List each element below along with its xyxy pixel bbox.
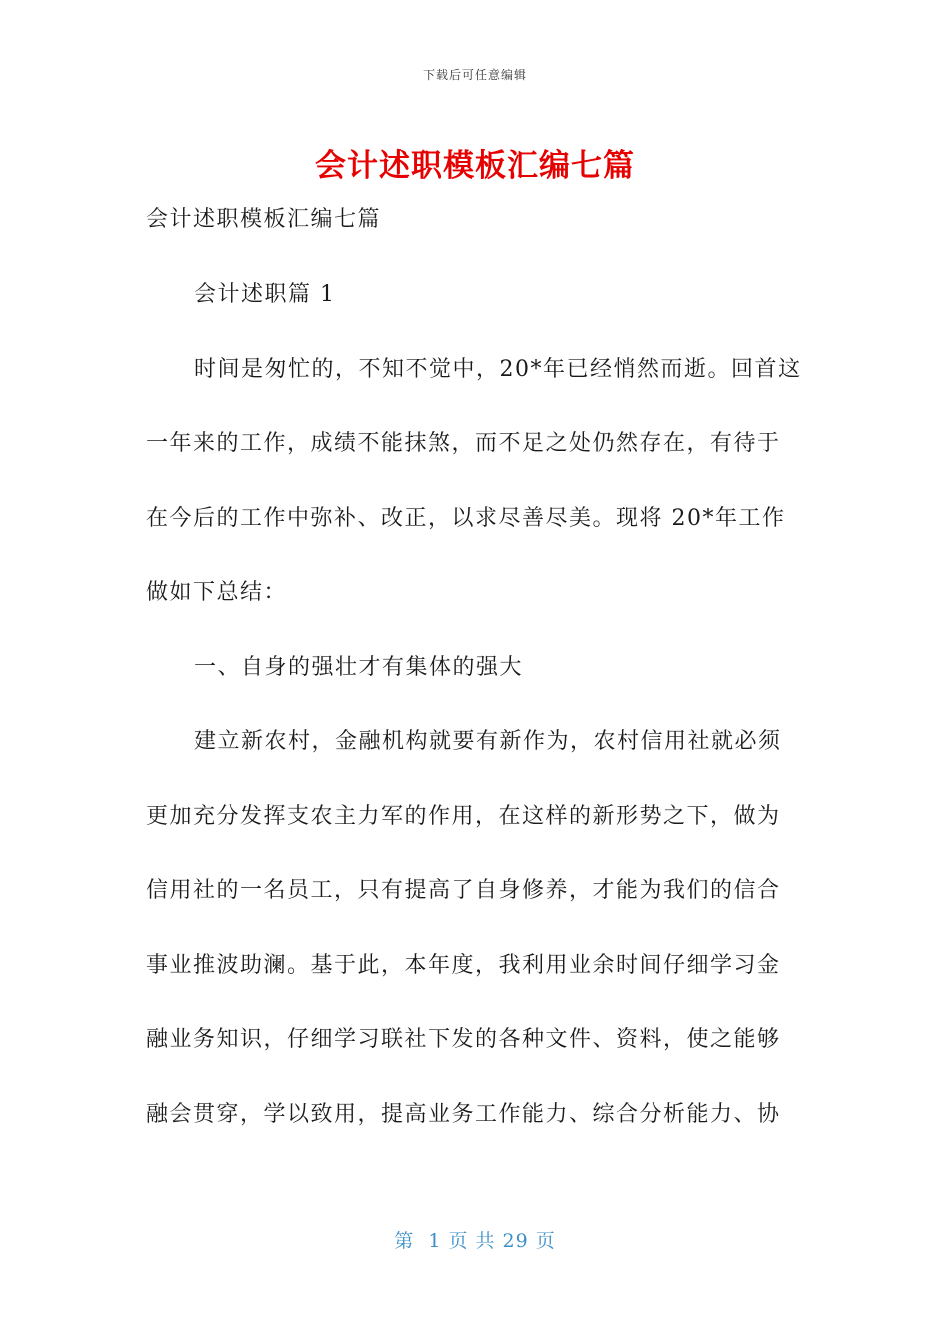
paragraph-line: 融会贯穿，学以致用，提高业务工作能力、综合分析能力、协 <box>146 1101 781 1127</box>
paragraph-line: 更加充分发挥支农主力军的作用，在这样的新形势之下，做为 <box>146 803 781 829</box>
paragraph-line: 融业务知识，仔细学习联社下发的各种文件、资料，使之能够 <box>146 1027 781 1052</box>
page-number-text: 第 1 页 共 29 页 <box>394 1230 556 1252</box>
document-subtitle: 会计述职模板汇编七篇 <box>146 207 382 232</box>
paragraph-line: 建立新农村，金融机构就要有新作为，农村信用社就必须 <box>194 729 782 754</box>
header-note: 下载后可任意编辑 <box>422 68 527 82</box>
paragraph-line: 在今后的工作中弥补、改正，以求尽善尽美。现将 20*年工作 <box>146 505 786 531</box>
section-heading: 会计述职篇 1 <box>194 282 336 307</box>
subheading-line: 一、自身的强壮才有集体的强大 <box>194 654 524 680</box>
paragraph-line: 一年来的工作，成绩不能抹煞，而不足之处仍然存在，有待于 <box>146 431 781 456</box>
paragraph-line: 做如下总结： <box>146 580 288 605</box>
paragraph-line: 事业推波助澜。基于此，本年度，我利用业余时间仔细学习金 <box>146 952 781 978</box>
page-number-footer <box>0 1226 950 1253</box>
document-body <box>146 200 806 1152</box>
paragraph-line: 时间是匆忙的，不知不觉中，20*年已经悄然而逝。回首这 <box>194 356 802 382</box>
document-title: 会计述职模板汇编七篇 <box>315 148 635 184</box>
paragraph-line: 信用社的一名员工，只有提高了自身修养，才能为我们的信合 <box>146 878 781 903</box>
